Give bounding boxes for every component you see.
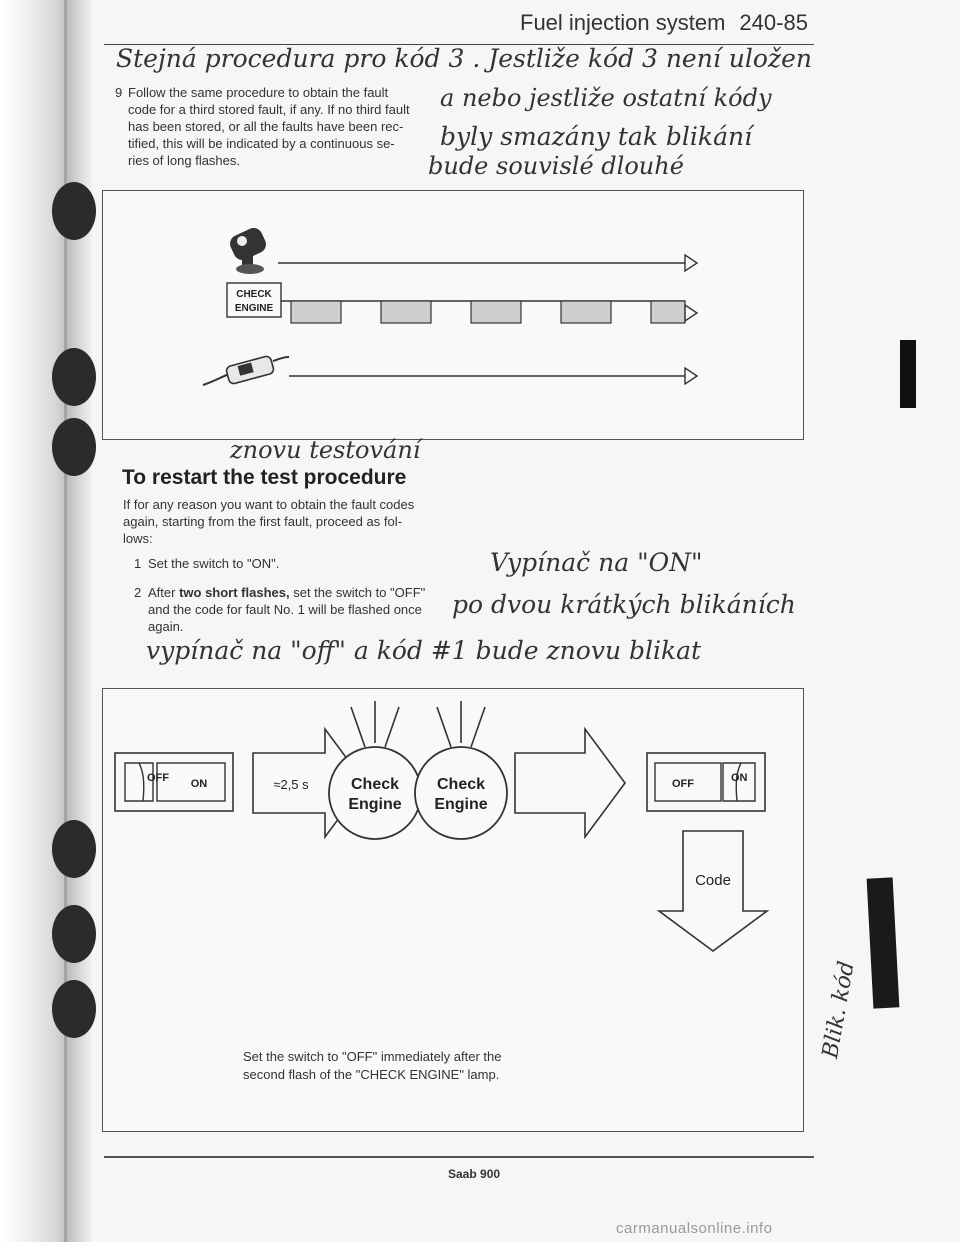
restart-intro-line: again, starting from the first fault, proceed as fol- (123, 514, 402, 529)
step-2-text-line: again. (148, 619, 184, 634)
check-label: Check (350, 776, 400, 793)
switch-arrow-icon (685, 368, 697, 384)
check-engine-flash-2 (415, 747, 507, 839)
punch-hole (52, 820, 96, 878)
next-step-arrow-icon (515, 729, 625, 837)
long-flash-pulse (561, 301, 611, 323)
long-flash-pulse (471, 301, 521, 323)
diagram-caption-line-2: second flash of the "CHECK ENGINE" lamp. (243, 1067, 500, 1082)
handwritten-restart-note: znovu testování (230, 436, 421, 464)
restart-intro-line: If for any reason you want to obtain the fault codes (123, 497, 415, 512)
step-2-text-line: and the code for fault No. 1 will be flashed once (148, 602, 422, 617)
handwritten-margin-note: Blik. kód (818, 959, 860, 1061)
restart-intro (123, 496, 453, 547)
restart-step-1-number: 1 (134, 556, 142, 571)
flash-sequence-svg (103, 191, 803, 439)
restart-intro-line: lows: (123, 531, 153, 546)
switch-on-label: ON (731, 772, 748, 784)
switch-off-label: OFF (672, 778, 694, 790)
handwritten-note-line-1: Stejná procedura pro kód 3 . Jestliže kód 3 není uložen (116, 44, 812, 73)
handwritten-on-note: Vypínač na "ON" (490, 548, 703, 577)
engine-label: Engine (434, 796, 488, 813)
step-9-line: ries of long flashes. (128, 153, 241, 168)
switch-on-label: ON (190, 778, 208, 790)
long-flash-pulse (381, 301, 431, 323)
step-9-text (128, 84, 438, 169)
check-engine-label-2: ENGINE (234, 303, 274, 314)
lamp-arrow-icon (685, 305, 697, 321)
header-title: Fuel injection system (520, 10, 726, 35)
punch-hole (52, 418, 96, 476)
restart-step-1-text: Set the switch to "ON". (148, 556, 280, 571)
restart-step-2-text (148, 584, 448, 635)
duration-label: ≈2,5 s (273, 777, 309, 792)
step-2-text-pre: After (148, 585, 180, 600)
switch-off-label: OFF (147, 772, 169, 784)
ignition-key-icon (227, 225, 269, 274)
handwritten-off-note: vypínač na "off" a kód #1 bude znovu blikat (146, 636, 702, 665)
test-switch-icon (203, 355, 289, 385)
step-9-number: 9 (115, 85, 123, 100)
handwritten-after-note: po dvou krátkých blikáních (452, 590, 796, 619)
step-9-line: has been stored, or all the faults have been rec- (128, 119, 404, 134)
restart-procedure-diagram (102, 688, 804, 1132)
code-down-arrow-icon (659, 831, 767, 951)
check-engine-label-1: CHECK (236, 289, 272, 300)
ignition-arrow-icon (685, 255, 697, 271)
restart-title: To restart the test procedure (122, 466, 407, 489)
long-flash-pulse (291, 301, 341, 323)
punch-hole (52, 980, 96, 1038)
diagram-caption-line-1: Set the switch to "OFF" immediately after the (243, 1049, 502, 1064)
footer-rule (104, 1156, 814, 1158)
code-label: Code (695, 872, 731, 889)
step-9-line: code for a third stored fault, if any. If no third fault (128, 102, 410, 117)
step-9-line: Follow the same procedure to obtain the fault (128, 85, 389, 100)
page-number: 240-85 (739, 10, 808, 35)
page-header (520, 10, 808, 36)
check-label: Check (436, 776, 486, 793)
flash-sequence-diagram (102, 190, 804, 440)
handwritten-note-line-2: a nebo jestliže ostatní kódy (440, 84, 772, 112)
restart-procedure-svg (103, 689, 803, 1131)
step-2-text-post: set the switch to "OFF" (289, 585, 426, 600)
handwritten-note-line-4: bude souvislé dlouhé (428, 152, 684, 180)
punch-hole (52, 348, 96, 406)
margin-ink-stripe (867, 877, 900, 1008)
engine-label: Engine (348, 796, 402, 813)
step-9-line: tified, this will be indicated by a continuous se- (128, 136, 395, 151)
restart-step-2-number: 2 (134, 585, 142, 600)
punch-hole (52, 182, 96, 240)
handwritten-note-line-3: byly smazány tak blikání (440, 122, 753, 151)
step-2-text-bold: two short flashes, (179, 585, 290, 600)
section-thumb-tab (900, 340, 916, 408)
punch-hole (52, 905, 96, 963)
watermark: carmanualsonline.info (616, 1220, 773, 1237)
flash-rays-icon (351, 701, 485, 747)
long-flash-pulse (651, 301, 685, 323)
check-engine-flash-1 (329, 747, 421, 839)
footer-model: Saab 900 (448, 1167, 501, 1181)
